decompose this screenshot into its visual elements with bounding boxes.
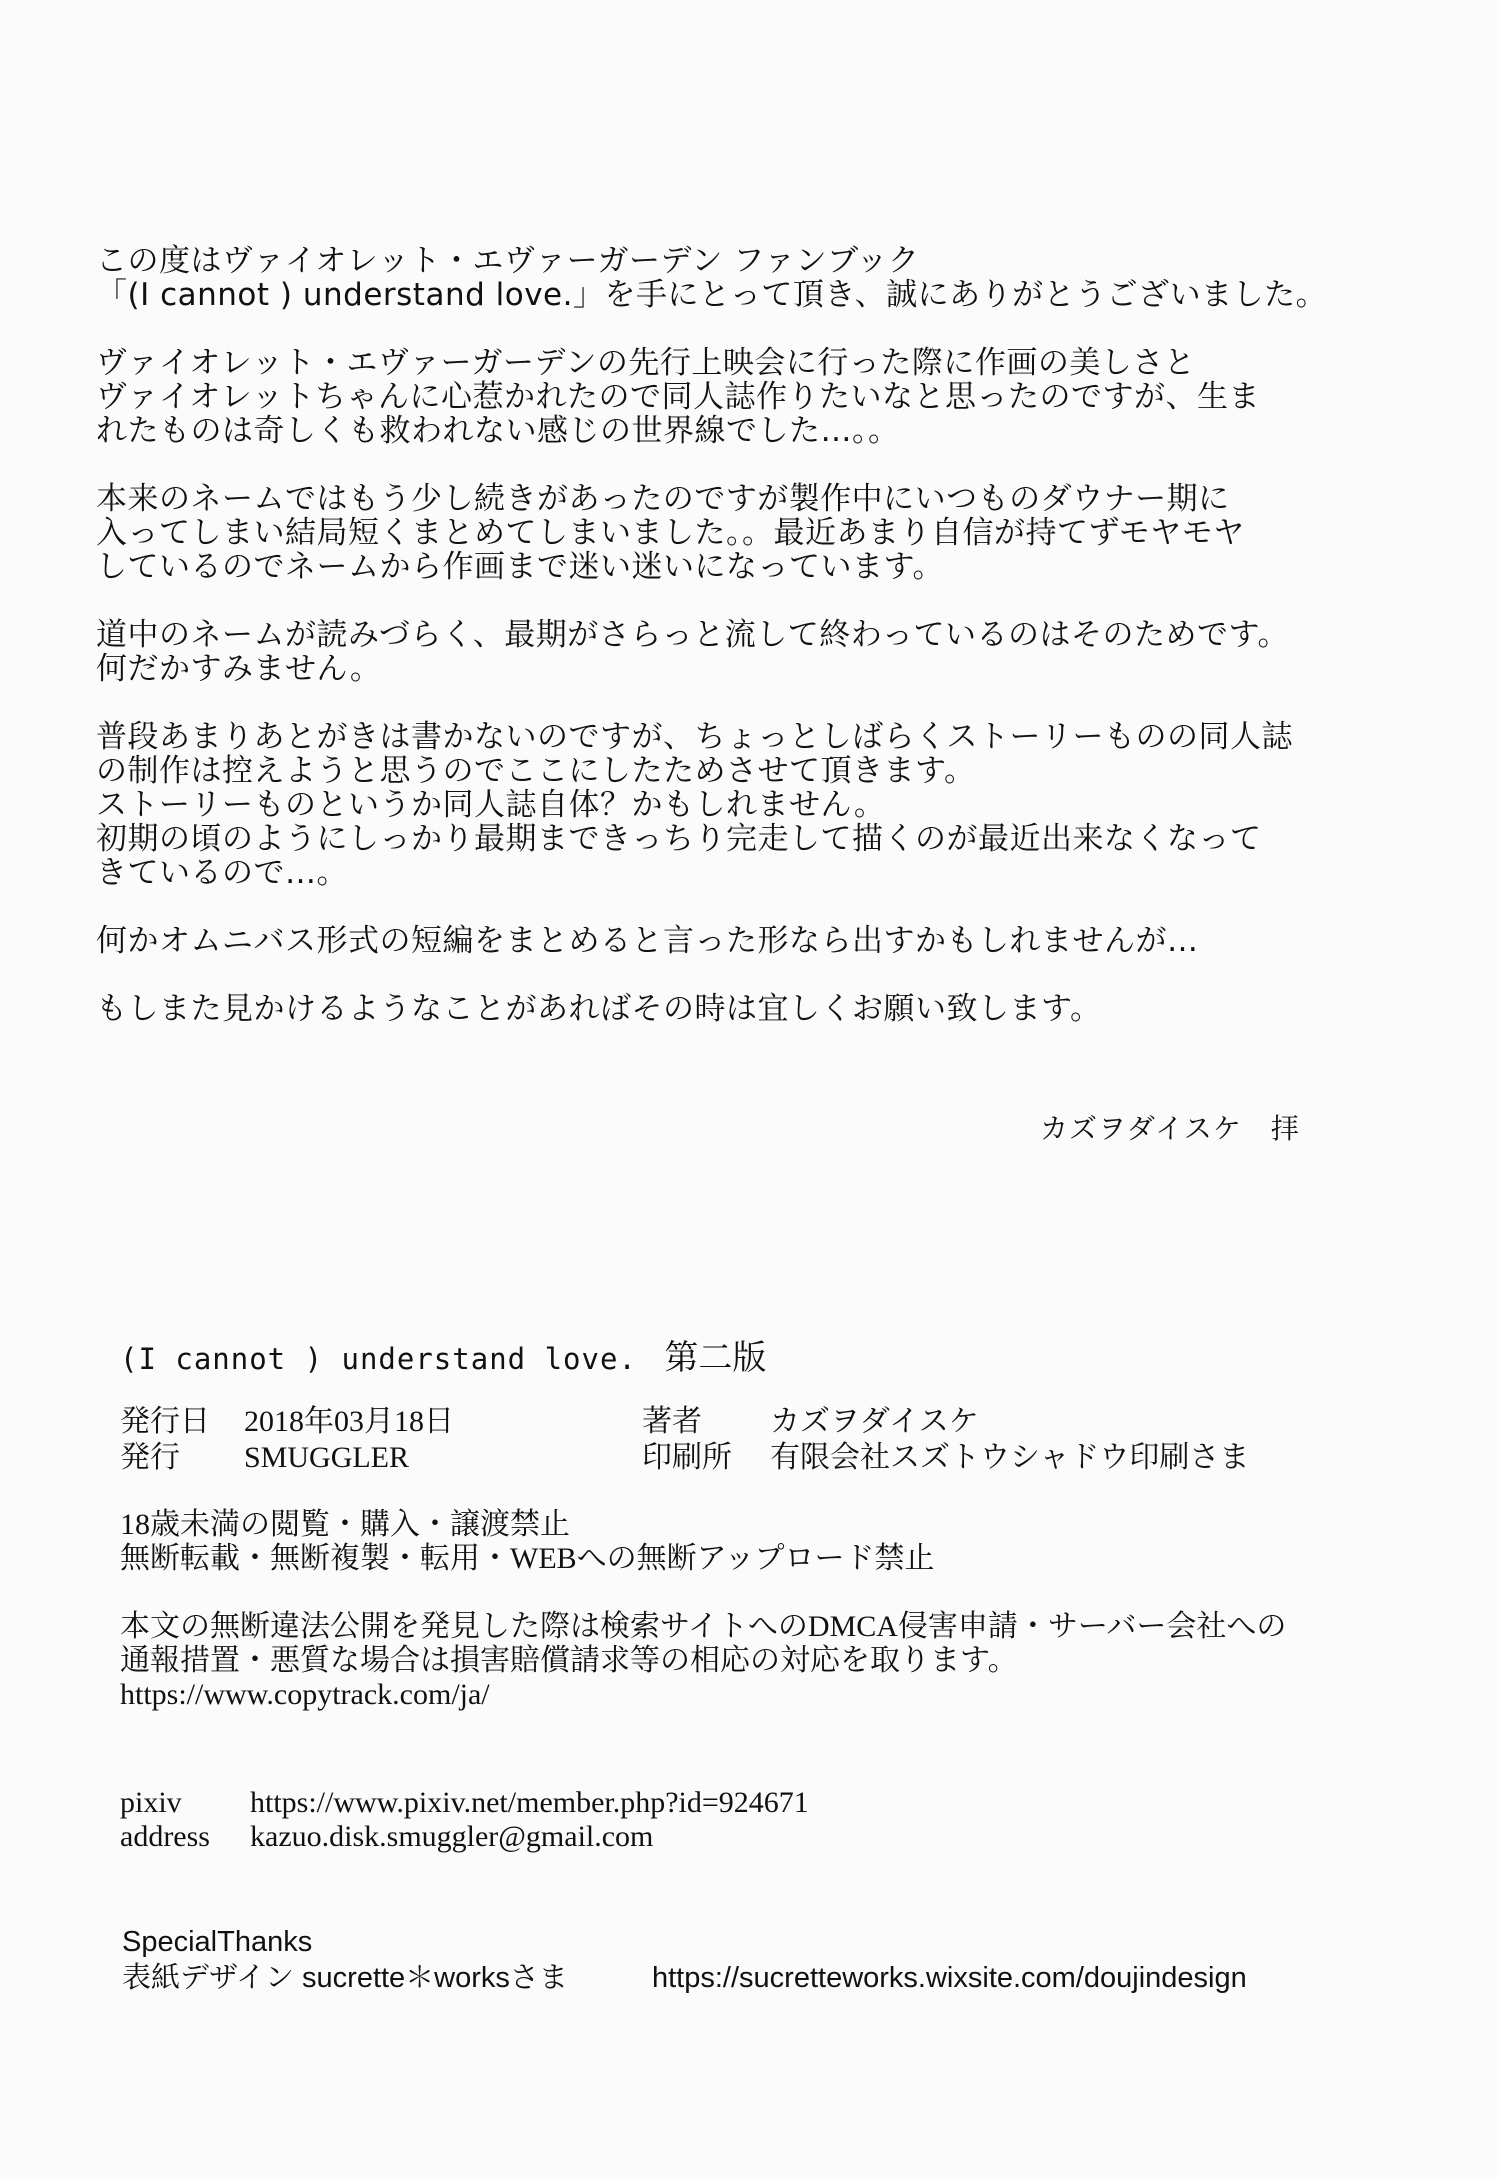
info-value: カズヲダイスケ — [770, 1405, 979, 1438]
text-line: しているのでネームから作画まで迷い迷いになっています。 — [96, 549, 945, 585]
text-line: 普段あまりあとがきは書かないのですが、ちょっとしばらくストーリーものの同人誌 — [96, 719, 1293, 755]
info-label: 発行 — [120, 1441, 180, 1474]
email-address: kazuo.disk.smuggler@gmail.com — [250, 1820, 654, 1853]
thanks-url: https://sucretteworks.wixsite.com/doujindesign — [652, 1962, 1247, 1994]
thanks-credit: 表紙デザイン sucrette＊worksさま — [122, 1962, 568, 1994]
author-signature: カズヲダイスケ 拝 — [1040, 1112, 1300, 1145]
text-line: 本来のネームではもう少し続きがあったのですが製作中にいつものダウナー期に — [96, 481, 1230, 517]
info-label: 印刷所 — [642, 1441, 732, 1474]
text-line: 無断転載・無断複製・転用・WEBへの無断アップロード禁止 — [120, 1542, 935, 1575]
text-line: 「(I cannot ) understand love.」を手にとって頂き、誠にありがとうございました。 — [96, 277, 1328, 313]
afterword-paragraph — [96, 244, 1426, 312]
text-line: ヴァイオレット・エヴァーガーデンの先行上映会に行った際に作画の美しさと — [96, 345, 1196, 381]
text-line: 道中のネームが読みづらく、最期がさらっと流して終わっているのはそのためです。 — [96, 617, 1289, 653]
copytrack-url: https://www.copytrack.com/ja/ — [120, 1678, 490, 1711]
info-label: 著者 — [642, 1405, 702, 1438]
info-value: 有限会社スズトウシャドウ印刷さま — [770, 1441, 1250, 1474]
text-line: の制作は控えようと思うのでここにしたためさせて頂きます。 — [96, 753, 976, 789]
thanks-heading-text: SpecialThanks — [122, 1926, 313, 1958]
edition-label: 第二版 — [664, 1338, 767, 1378]
text-line: 本文の無断違法公開を発見した際は検索サイトへのDMCA侵害申請・サーバー会社への — [120, 1610, 1287, 1643]
info-value: SMUGGLER — [244, 1441, 410, 1474]
text-line: 18歳未満の閲覧・購入・譲渡禁止 — [120, 1508, 570, 1541]
text-line: 通報措置・悪質な場合は損害賠償請求等の相応の対応を取ります。 — [120, 1644, 1018, 1677]
text-line: 何だかすみません。 — [96, 651, 382, 687]
text-line: 入ってしまい結局短くまとめてしまいました。。最近あまり自信が持てずモヤモヤ — [96, 515, 1245, 551]
text-line: もしまた見かけるようなことがあればその時は宜しくお願い致します。 — [96, 991, 1102, 1027]
afterword-paragraph — [96, 992, 1426, 1026]
afterword — [96, 244, 1426, 1060]
text-line: ストーリーものというか同人誌自体？かもしれません。 — [96, 787, 886, 823]
dmca-notice — [120, 1610, 1286, 1712]
afterword-paragraph — [96, 924, 1426, 958]
colophon-title — [120, 1338, 766, 1380]
afterword-paragraph — [96, 346, 1426, 448]
text-line: れたものは奇しくも救われない感じの世界線でした…。。 — [96, 413, 900, 449]
text-line: きているので…。 — [96, 855, 348, 891]
restriction-notice — [120, 1508, 935, 1576]
afterword-paragraph — [96, 618, 1426, 686]
text-line: ヴァイオレットちゃんに心惹かれたので同人誌作りたいなと思ったのですが、生ま — [96, 379, 1260, 415]
pixiv-url: https://www.pixiv.net/member.php?id=924671 — [250, 1786, 809, 1819]
info-label: 発行日 — [120, 1405, 210, 1438]
text-line: 何かオムニバス形式の短編をまとめると言った形なら出すかもしれませんが… — [96, 923, 1199, 959]
afterword-paragraph — [96, 720, 1426, 890]
book-title: (I cannot ) understand love. — [120, 1342, 637, 1376]
contact-key: address — [120, 1820, 210, 1853]
text-line: 初期の頃のようにしっかり最期まできっちり完走して描くのが最近出来なくなって — [96, 821, 1262, 857]
afterword-paragraph — [96, 482, 1426, 584]
contact-key: pixiv — [120, 1786, 182, 1819]
text-line: この度はヴァイオレット・エヴァーガーデン ファンブック — [96, 243, 920, 279]
info-value: 2018年03月18日 — [244, 1405, 454, 1438]
